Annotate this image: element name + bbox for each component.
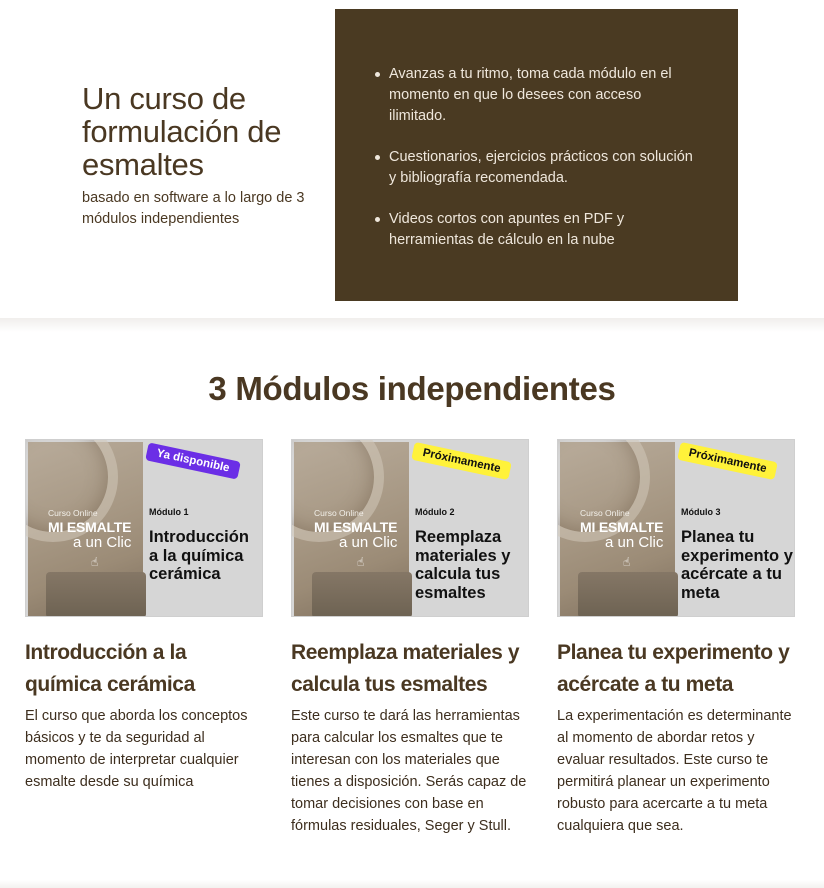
feature-item: Avanzas a tu ritmo, toma cada módulo en el momento en que lo desees con acceso ilimitado. bbox=[389, 64, 699, 127]
feature-item: Videos cortos con apuntes en PDF y herramientas de cálculo en la nube bbox=[389, 209, 699, 251]
thumb-course-label: Curso Online bbox=[314, 508, 364, 518]
thumb-brand: MI ESMALTE bbox=[314, 519, 398, 535]
module-thumb-title: Introducción a la química cerámica bbox=[149, 528, 249, 583]
thumb-clic: a un Clic bbox=[73, 534, 132, 551]
availability-badge: Próximamente bbox=[411, 442, 512, 480]
features-box bbox=[335, 9, 738, 301]
module-description: La experimentación es determinante al momento de abordar retos y evaluar resultados. Este curso te permitirá planear un experimento robusto para acercarte a tu meta cualquiera que sea. bbox=[557, 708, 792, 834]
module-thumbnail[interactable] bbox=[557, 439, 795, 617]
module-thumbnail[interactable] bbox=[25, 439, 263, 617]
availability-badge: Ya disponible bbox=[145, 442, 241, 479]
module-thumbnail[interactable] bbox=[291, 439, 529, 617]
features-list bbox=[389, 64, 699, 271]
hero-section bbox=[0, 0, 824, 318]
module-description: Este curso te dará las herramientas para calcular los esmaltes que te interesan con los materiales que tienes a disposición. Serás capaz de tomar decisiones con base en fórmulas residuales, Seger y Stull. bbox=[291, 708, 527, 834]
feature-item: Cuestionarios, ejercicios prácticos con solución y bibliografía recomendada. bbox=[389, 147, 699, 189]
module-title[interactable]: Introducción a la química cerámica bbox=[25, 641, 195, 696]
module-title[interactable]: Planea tu experimento y acércate a tu meta bbox=[557, 641, 790, 696]
module-card-1[interactable] bbox=[25, 439, 263, 793]
module-card-2[interactable] bbox=[291, 439, 529, 837]
hero-title: Un curso de formulación de esmaltes bbox=[82, 81, 282, 182]
thumb-brand: MI ESMALTE bbox=[580, 519, 664, 535]
ceramic-block-image bbox=[46, 572, 146, 617]
cursor-icon: ☝ bbox=[623, 555, 631, 569]
section-divider bbox=[0, 318, 824, 332]
course-photo bbox=[560, 442, 675, 616]
thumb-clic: a un Clic bbox=[605, 534, 664, 551]
cursor-icon: ☝ bbox=[357, 555, 365, 569]
ceramic-block-image bbox=[578, 572, 678, 617]
module-title[interactable]: Reemplaza materiales y calcula tus esmaltes bbox=[291, 641, 520, 696]
course-photo bbox=[28, 442, 143, 616]
module-thumb-title: Planea tu experimento y acércate a tu meta bbox=[681, 528, 793, 602]
module-number: Módulo 2 bbox=[415, 507, 455, 517]
cursor-icon: ☝ bbox=[91, 555, 99, 569]
availability-badge: Próximamente bbox=[677, 442, 778, 480]
hero-subtitle: basado en software a lo largo de 3 módulos independientes bbox=[82, 190, 305, 227]
module-thumb-title: Reemplaza materiales y calcula tus esmaltes bbox=[415, 528, 511, 602]
module-card-3[interactable] bbox=[557, 439, 795, 837]
footer-divider bbox=[0, 880, 824, 888]
course-photo bbox=[294, 442, 409, 616]
ceramic-block-image bbox=[312, 572, 412, 617]
thumb-course-label: Curso Online bbox=[48, 508, 98, 518]
module-number: Módulo 1 bbox=[149, 507, 189, 517]
thumb-brand: MI ESMALTE bbox=[48, 519, 132, 535]
thumb-course-label: Curso Online bbox=[580, 508, 630, 518]
module-description: El curso que aborda los conceptos básicos y te da seguridad al momento de interpretar cualquier esmalte desde su química bbox=[25, 708, 248, 790]
modules-section-title: 3 Módulos independientes bbox=[208, 370, 616, 407]
module-number: Módulo 3 bbox=[681, 507, 721, 517]
thumb-clic: a un Clic bbox=[339, 534, 398, 551]
